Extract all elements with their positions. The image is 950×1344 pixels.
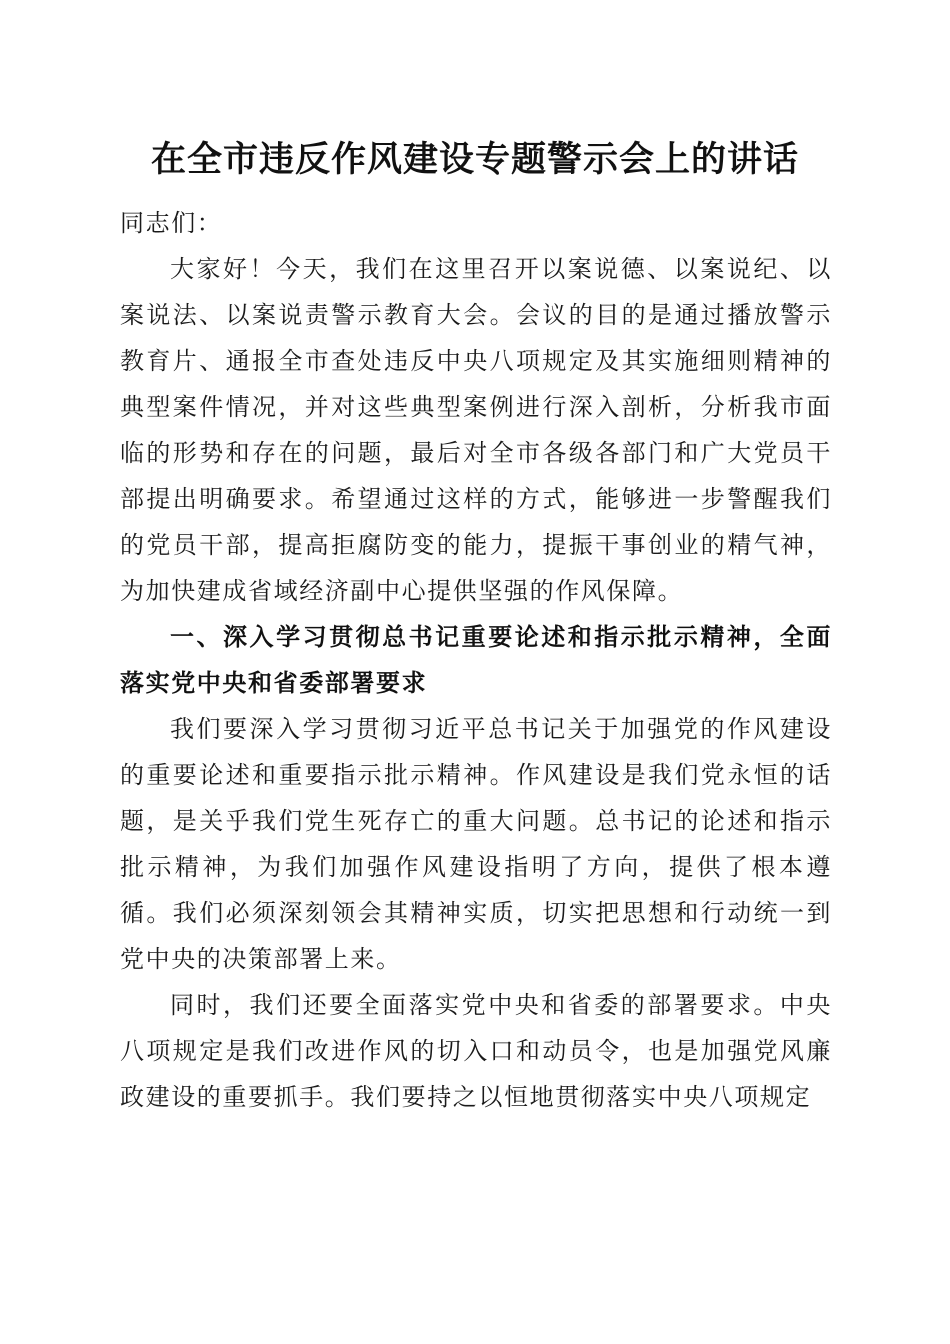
document-body [120,200,832,1120]
section-heading: 一、深入学习贯彻总书记重要论述和指示批示精神，全面落实党中央和省委部署要求 [120,623,832,697]
section-paragraph: 同时，我们还要全面落实党中央和省委的部署要求。中央八项规定是我们改进作风的切入口和动员令，也是加强党风廉政建设的重要抓手。我们要持之以恒地贯彻落实中央八项规定 [120,991,832,1111]
intro-paragraph: 大家好！今天，我们在这里召开以案说德、以案说纪、以案说法、以案说责警示教育大会。会议的目的是通过播放警示教育片、通报全市查处违反中央八项规定及其实施细则精神的典型案件情况，并对这些典型案例进行深入剖析，分析我市面临的形势和存在的问题，最后对全市各级各部门和广大党员干部提出明确要求。希望通过这样的方式，能够进一步警醒我们的党员干部，提高拒腐防变的能力，提振干事创业的精气神，为加快建成省域经济副中心提供坚强的作风保障。 [120,255,832,605]
section-paragraph: 我们要深入学习贯彻习近平总书记关于加强党的作风建设的重要论述和重要指示批示精神。作风建设是我们党永恒的话题，是关乎我们党生死存亡的重大问题。总书记的论述和指示批示精神，为我们加强作风建设指明了方向，提供了根本遵循。我们必须深刻领会其精神实质，切实把思想和行动统一到党中央的决策部署上来。 [120,715,832,973]
page-title: 在全市违反作风建设专题警示会上的讲话 [150,139,799,180]
salutation: 同志们： [120,209,223,237]
